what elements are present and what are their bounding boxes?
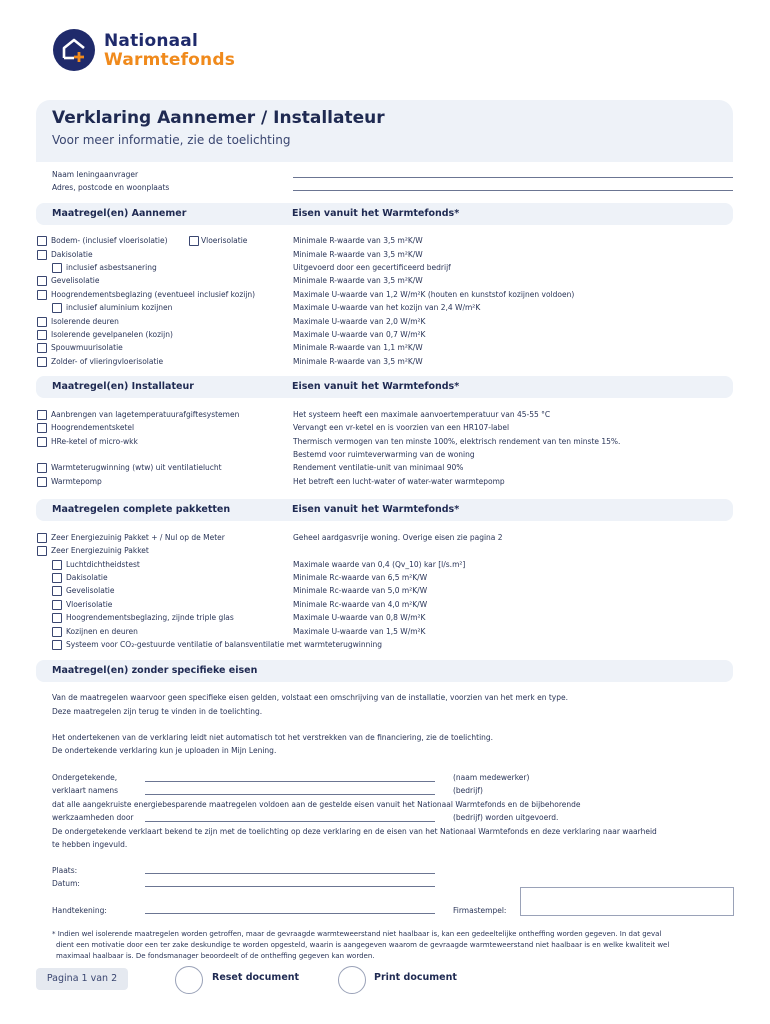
checkbox-hr-beglazing[interactable] xyxy=(37,290,47,300)
measure-label: Vloerisolatie xyxy=(66,600,113,609)
signature-field[interactable] xyxy=(145,913,435,914)
measure-label: Spouwmuurisolatie xyxy=(51,343,123,352)
measure-label: Kozijnen en deuren xyxy=(66,627,138,636)
declaration-text: De ondergetekende verklaart bekend te zijn met de toelichting op deze verklaring en de eisen van het Nationaal Warmtefonds en deze verklaring naar waarheid xyxy=(52,827,657,836)
measure-label: Hoogrendementsbeglazing (eventueel inclusief kozijn) xyxy=(51,290,256,299)
requirement-text: Minimale R-waarde van 3,5 m²K/W xyxy=(293,357,423,366)
checkbox-gevelpanelen[interactable] xyxy=(37,330,47,340)
footnote-line: * Indien wel isolerende maatregelen worden getroffen, maar de gevraagde warmteweerstand niet haalbaar is, kan een gedeeltelijke ontheffing worden gegeven. In dat geval xyxy=(52,930,662,938)
paragraph: Deze maatregelen zijn terug te vinden in de toelichting. xyxy=(52,707,263,716)
measure-label: Hoogrendementsketel xyxy=(51,423,135,432)
requirement-text: Minimale R-waarde van 3,5 m²K/W xyxy=(293,276,423,285)
checkbox-hre-ketel[interactable] xyxy=(37,437,47,447)
header-panel xyxy=(36,100,733,162)
requirement-text: Het systeem heeft een maximale aanvoertemperatuur van 45-55 °C xyxy=(293,410,551,419)
checkbox-ventilatie[interactable] xyxy=(52,640,62,650)
section-pakketten-req-title: Eisen vanuit het Warmtefonds* xyxy=(292,504,460,515)
checkbox-luchtdichtheidstest[interactable] xyxy=(52,560,62,570)
place-label: Plaats: xyxy=(52,866,78,875)
measure-label: Isolerende deuren xyxy=(51,317,119,326)
requirement-text: Minimale R-waarde van 3,5 m²K/W xyxy=(293,236,423,245)
requirement-text: Maximale waarde van 0,4 (Qv_10) kar [l/s.m²] xyxy=(293,560,466,569)
measure-label: Vloerisolatie xyxy=(201,236,248,245)
measure-label: Hoogrendementsbeglazing, zijnde triple glas xyxy=(66,613,234,622)
checkbox-warmtepomp[interactable] xyxy=(37,477,47,487)
checkbox-wtw[interactable] xyxy=(37,463,47,473)
section-pakketten-title: Maatregelen complete pakketten xyxy=(52,504,231,515)
requirement-text: Rendement ventilatie-unit van minimaal 90% xyxy=(293,463,464,472)
checkbox-pakket-dakisolatie[interactable] xyxy=(52,573,62,583)
reset-button-label[interactable]: Reset document xyxy=(212,972,300,983)
section-zonder-title: Maatregel(en) zonder specifieke eisen xyxy=(52,665,258,676)
measure-label: Warmteterugwinning (wtw) uit ventilatielucht xyxy=(51,463,222,472)
declares-label: verklaart namens xyxy=(52,786,119,795)
checkbox-zep[interactable] xyxy=(37,546,47,556)
requirement-text: Minimale Rc-waarde van 5,0 m²K/W xyxy=(293,586,428,595)
checkbox-spouwmuurisolatie[interactable] xyxy=(37,343,47,353)
footnote-line: maximaal haalbaar is. De fondsmanager beoordeelt of de ontheffing gegeven kan worden. xyxy=(56,952,375,960)
measure-label: Isolerende gevelpanelen (kozijn) xyxy=(51,330,173,339)
requirement-text: Maximale U-waarde van 1,5 W/m²K xyxy=(293,627,426,636)
applicant-name-field[interactable] xyxy=(293,177,733,178)
measure-label: inclusief asbestsanering xyxy=(66,263,157,272)
checkbox-zoldervloerisolatie[interactable] xyxy=(37,357,47,367)
signer-suffix: (naam medewerker) xyxy=(453,773,530,782)
measure-label: Dakisolatie xyxy=(51,250,93,259)
measure-label: Luchtdichtheidstest xyxy=(66,560,140,569)
measure-label: Gevelisolatie xyxy=(51,276,100,285)
applicant-address-label: Adres, postcode en woonplaats xyxy=(52,183,170,192)
brand-logo xyxy=(52,28,252,76)
page-title: Verklaring Aannemer / Installateur xyxy=(52,108,385,128)
checkbox-pakket-vloerisolatie[interactable] xyxy=(52,600,62,610)
requirement-text: Vervangt een vr-ketel en is voorzien van een HR107-label xyxy=(293,423,510,432)
requirement-text: Het betreft een lucht-water of water-water warmtepomp xyxy=(293,477,505,486)
section-aannemer-req-title: Eisen vanuit het Warmtefonds* xyxy=(292,208,460,219)
page-subtitle: Voor meer informatie, zie de toelichting xyxy=(52,133,291,147)
section-installateur-req-title: Eisen vanuit het Warmtefonds* xyxy=(292,381,460,392)
section-pakketten-header xyxy=(36,499,733,521)
paragraph: Van de maatregelen waarvoor geen specifieke eisen gelden, volstaat een omschrijving van de installatie, voorzien van het merk en type. xyxy=(52,693,568,702)
company-stamp-box[interactable] xyxy=(520,887,734,916)
works-company-field[interactable] xyxy=(145,821,435,822)
section-aannemer-title: Maatregel(en) Aannemer xyxy=(52,208,187,219)
reset-button[interactable] xyxy=(175,966,203,994)
company-field[interactable] xyxy=(145,794,435,795)
brand-name-line2: Warmtefonds xyxy=(104,50,236,70)
measure-label: Dakisolatie xyxy=(66,573,108,582)
requirement-text: Minimale R-waarde van 1,1 m²K/W xyxy=(293,343,423,352)
requirement-text: Minimale R-waarde van 3,5 m²K/W xyxy=(293,250,423,259)
checkbox-aluminium-kozijnen[interactable] xyxy=(52,303,62,313)
section-zonder-header xyxy=(36,660,733,682)
requirement-text: Bestemd voor ruimteverwarming van de woning xyxy=(293,450,475,459)
measure-label: HRe-ketel of micro-wkk xyxy=(51,437,138,446)
checkbox-gevelisolatie[interactable] xyxy=(37,276,47,286)
measure-label: Warmtepomp xyxy=(51,477,102,486)
checkbox-kozijnen-deuren[interactable] xyxy=(52,627,62,637)
measure-label: Zolder- of vlieringvloerisolatie xyxy=(51,357,164,366)
requirement-text: Minimale Rc-waarde van 6,5 m²K/W xyxy=(293,573,428,582)
requirement-text: Maximale U-waarde van 1,2 W/m²K (houten en kunststof kozijnen voldoen) xyxy=(293,290,575,299)
checkbox-triple-glas[interactable] xyxy=(52,613,62,623)
brand-name-line1: Nationaal xyxy=(104,31,199,51)
section-aannemer-header xyxy=(36,203,733,225)
paragraph: Het ondertekenen van de verklaring leidt niet automatisch tot het verstrekken van de financiering, zie de toelichting. xyxy=(52,733,494,742)
stamp-label: Firmastempel: xyxy=(453,906,507,915)
checkbox-vloerisolatie[interactable] xyxy=(189,236,199,246)
requirement-text: Maximale U-waarde van het kozijn van 2,4 W/m²K xyxy=(293,303,481,312)
checkbox-pakket-gevelisolatie[interactable] xyxy=(52,586,62,596)
requirement-text: Uitgevoerd door een gecertificeerd bedrijf xyxy=(293,263,451,272)
measure-label: Systeem voor CO₂-gestuurde ventilatie of balansventilatie met warmteterugwinning xyxy=(66,640,382,649)
measure-label: Aanbrengen van lagetemperatuurafgiftesystemen xyxy=(51,410,240,419)
house-plus-icon xyxy=(52,28,96,72)
requirement-text: Thermisch vermogen van ten minste 100%, elektrisch rendement van ten minste 15%. xyxy=(293,437,621,446)
page-indicator: Pagina 1 van 2 xyxy=(36,968,128,990)
requirement-text: Maximale U-waarde van 0,8 W/m²K xyxy=(293,613,426,622)
measure-label: Zeer Energiezuinig Pakket + / Nul op de Meter xyxy=(51,533,225,542)
requirement-text: Minimale Rc-waarde van 4,0 m²K/W xyxy=(293,600,428,609)
signature-label: Handtekening: xyxy=(52,906,107,915)
declaration-text: dat alle aangekruiste energiebesparende maatregelen voldoen aan de gestelde eisen vanuit het Nationaal Warmtefonds en de bijbehorende xyxy=(52,800,581,809)
date-field[interactable] xyxy=(145,886,435,887)
signer-label: Ondergetekende, xyxy=(52,773,118,782)
section-installateur-header xyxy=(36,376,733,398)
measure-label: Zeer Energiezuinig Pakket xyxy=(51,546,149,555)
checkbox-bodemisolatie[interactable] xyxy=(37,236,47,246)
date-label: Datum: xyxy=(52,879,80,888)
checkbox-lt-afgifte[interactable] xyxy=(37,410,47,420)
checkbox-isolerende-deuren[interactable] xyxy=(37,317,47,327)
works-label: werkzaamheden door xyxy=(52,813,134,822)
checkbox-dakisolatie[interactable] xyxy=(37,250,47,260)
checkbox-hr-ketel[interactable] xyxy=(37,423,47,433)
declaration-text: te hebben ingevuld. xyxy=(52,840,128,849)
section-installateur-title: Maatregel(en) Installateur xyxy=(52,381,194,392)
checkbox-zep-plus[interactable] xyxy=(37,533,47,543)
print-button[interactable] xyxy=(338,966,366,994)
requirement-text: Geheel aardgasvrije woning. Overige eisen zie pagina 2 xyxy=(293,533,503,542)
works-suffix: (bedrijf) worden uitgevoerd. xyxy=(453,813,559,822)
requirement-text: Maximale U-waarde van 2,0 W/m²K xyxy=(293,317,426,326)
applicant-address-field[interactable] xyxy=(293,190,733,191)
signer-name-field[interactable] xyxy=(145,781,435,782)
checkbox-asbestsanering[interactable] xyxy=(52,263,62,273)
measure-label: Bodem- (inclusief vloerisolatie) xyxy=(51,236,168,245)
applicant-name-label: Naam leningaanvrager xyxy=(52,170,139,179)
footnote-line: dient een motivatie door een ter zake deskundige te worden opgesteld, waarin is aangegeven waarom de gevraagde warmteweerstand niet haalbaar is en welke kwaliteit wel xyxy=(56,941,670,949)
measure-label: Gevelisolatie xyxy=(66,586,115,595)
company-suffix: (bedrijf) xyxy=(453,786,483,795)
requirement-text: Maximale U-waarde van 0,7 W/m²K xyxy=(293,330,426,339)
measure-label: inclusief aluminium kozijnen xyxy=(66,303,173,312)
print-button-label[interactable]: Print document xyxy=(374,972,457,983)
place-field[interactable] xyxy=(145,873,435,874)
paragraph: De ondertekende verklaring kun je uploaden in Mijn Lening. xyxy=(52,746,277,755)
